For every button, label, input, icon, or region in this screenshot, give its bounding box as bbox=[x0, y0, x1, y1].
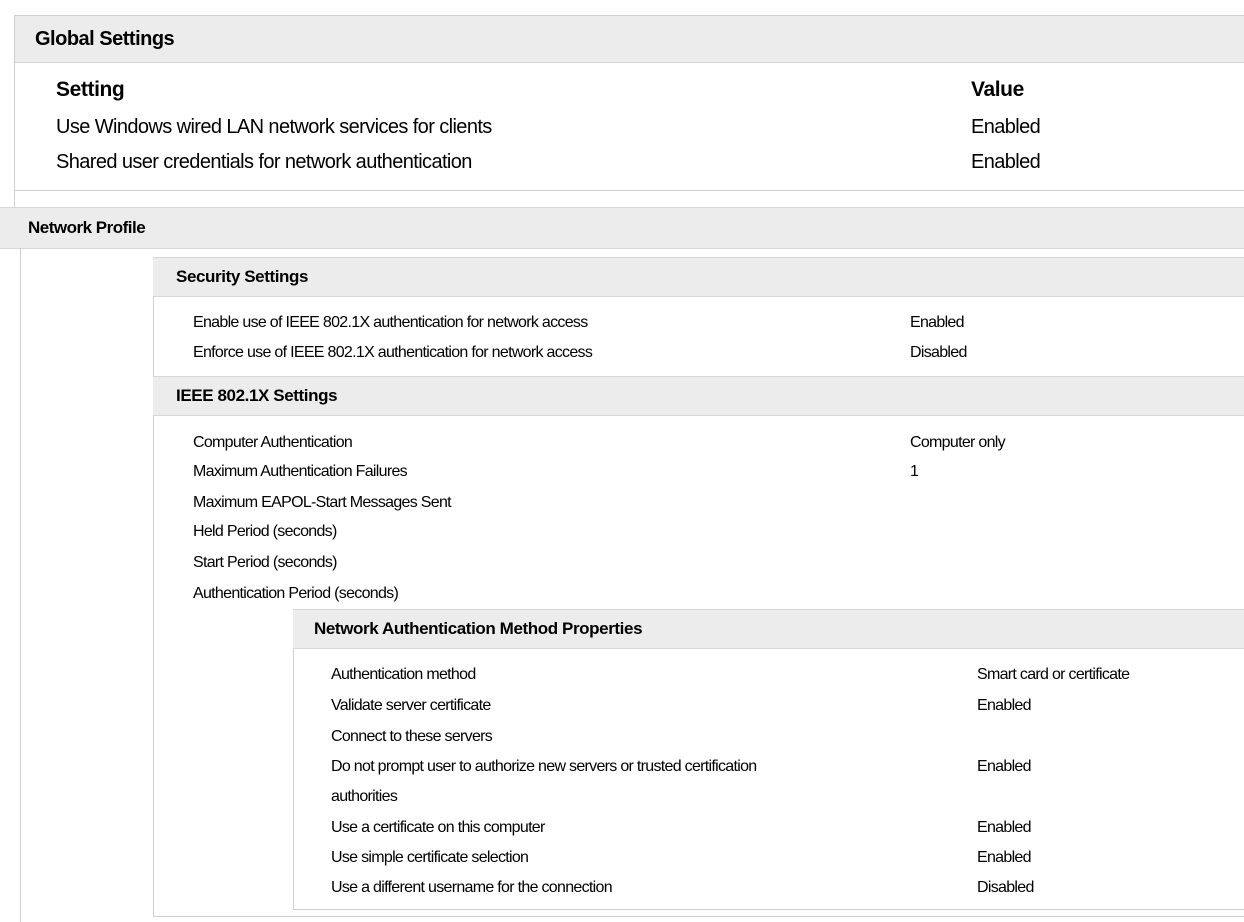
security-setting-label: Enable use of IEEE 802.1X authentication for network access bbox=[193, 314, 588, 331]
auth-method-value: Enabled bbox=[977, 697, 1031, 714]
ieee-setting-label: Start Period (seconds) bbox=[193, 554, 337, 571]
global-setting-label: Use Windows wired LAN network services for clients bbox=[56, 116, 492, 138]
global-setting-value: Enabled bbox=[971, 116, 1041, 138]
network-profile-title: Network Profile bbox=[0, 207, 1244, 249]
security-setting-value: Disabled bbox=[910, 344, 967, 361]
auth-method-label: Use a certificate on this computer bbox=[331, 819, 545, 836]
ieee-setting-value: 1 bbox=[910, 463, 919, 480]
auth-method-value: Enabled bbox=[977, 849, 1031, 866]
auth-method-value: Enabled bbox=[977, 819, 1031, 836]
auth-method-label-continued: authorities bbox=[331, 788, 398, 805]
column-header-value: Value bbox=[971, 78, 1024, 101]
auth-method-value: Disabled bbox=[977, 879, 1034, 896]
auth-method-title: Network Authentication Method Properties bbox=[293, 609, 1244, 649]
ieee-setting-label: Computer Authentication bbox=[193, 434, 353, 451]
global-setting-value: Enabled bbox=[971, 151, 1041, 173]
ieee-setting-value: Computer only bbox=[910, 434, 1005, 451]
ieee-settings-title: IEEE 802.1X Settings bbox=[153, 376, 1244, 416]
auth-method-value: Enabled bbox=[977, 758, 1031, 775]
ieee-setting-label: Held Period (seconds) bbox=[193, 523, 337, 540]
auth-method-label: Use a different username for the connection bbox=[331, 879, 612, 896]
security-setting-value: Enabled bbox=[910, 314, 964, 331]
security-settings-title: Security Settings bbox=[153, 257, 1244, 297]
auth-method-label: Connect to these servers bbox=[331, 728, 493, 745]
global-settings-title: Global Settings bbox=[15, 16, 1244, 63]
ieee-setting-label: Maximum EAPOL-Start Messages Sent bbox=[193, 494, 451, 511]
auth-method-label: Do not prompt user to authorize new servers or trusted certification bbox=[331, 758, 757, 775]
auth-method-label: Use simple certificate selection bbox=[331, 849, 529, 866]
security-setting-label: Enforce use of IEEE 802.1X authentication for network access bbox=[193, 344, 593, 361]
auth-method-label: Authentication method bbox=[331, 666, 476, 683]
column-header-setting: Setting bbox=[56, 78, 125, 101]
ieee-setting-label: Authentication Period (seconds) bbox=[193, 585, 399, 602]
auth-method-value: Smart card or certificate bbox=[977, 666, 1130, 683]
global-setting-label: Shared user credentials for network authentication bbox=[56, 151, 472, 173]
ieee-setting-label: Maximum Authentication Failures bbox=[193, 463, 407, 480]
auth-method-label: Validate server certificate bbox=[331, 697, 491, 714]
